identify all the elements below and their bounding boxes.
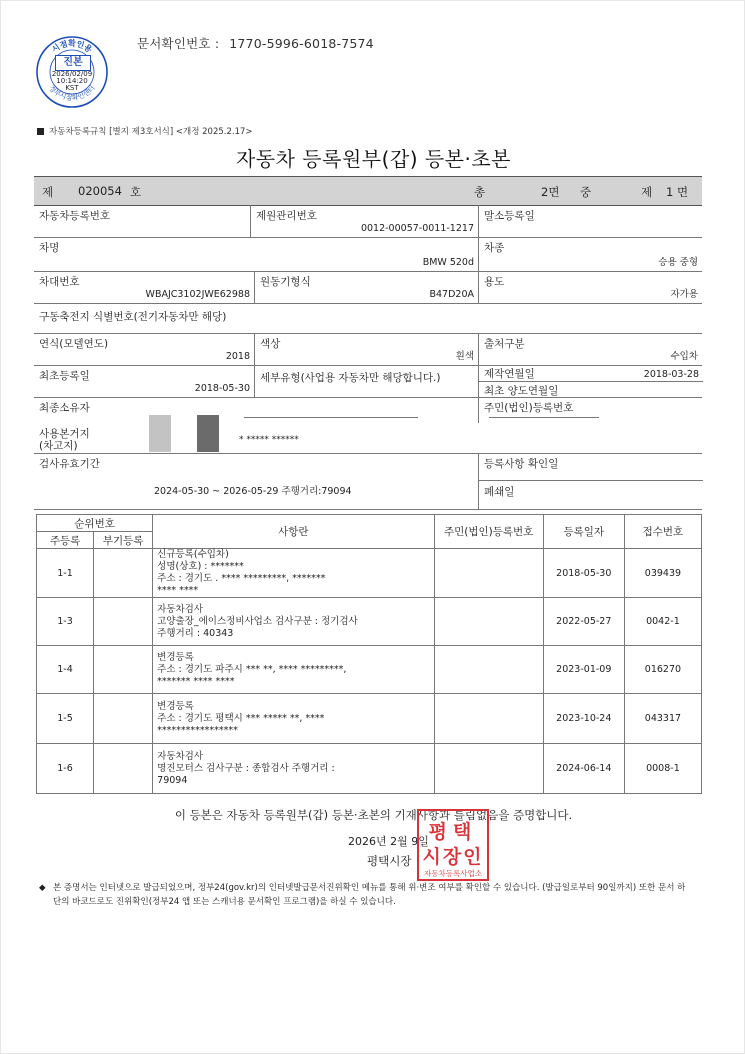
matter-line: 79094 [157, 774, 188, 786]
inspection-label: 검사유효기간 [39, 458, 100, 470]
notice-text: 본 증명서는 인터넷으로 발급되었으며, 정부24(gov.kr)의 인터넷발급문서진위확인 메뉴를 통해 위·변조 여부를 확인할 수 있습니다. (발급일로부터 90일까지) 또한 문서 하단의 바코드로도 진위확인(정부24 앱 또는 스캐너용 문서확인 프로그램)을 하실 수 있습니다. [53, 883, 686, 907]
stamp-timezone: KST [65, 84, 79, 92]
date-cell: 2022-05-27 [543, 598, 624, 646]
manufacture-label: 제작연월일 [484, 368, 535, 380]
scrap-label: 폐쇄일 [484, 486, 515, 498]
mgmt-no-value: 0012-00057-0011-1217 [360, 223, 474, 234]
info-row [34, 365, 702, 398]
matter-line: 명진모터스 검사구분 : 종합검사 주행거리 : [157, 762, 335, 774]
table-row [37, 549, 702, 598]
inspection-cell [34, 453, 478, 509]
info-row [34, 237, 702, 272]
manufacture-value: 2018-03-28 [643, 369, 699, 380]
stamp-date: 2026/02/09 [51, 70, 93, 78]
car-name-label: 차명 [39, 242, 60, 254]
garage-cell [34, 423, 702, 453]
receipt-header: 접수번호 [624, 515, 701, 549]
date-cell: 2023-01-09 [543, 646, 624, 694]
sub-reg-cell [94, 694, 153, 744]
car-name-value: BMW 520d [422, 257, 474, 268]
reg-confirm-label: 등록사항 확인일 [484, 458, 559, 470]
matter-cell [153, 646, 434, 694]
header-no-unit: 호 [130, 185, 142, 199]
matter-line: 주소 : 경기도 파주시 *** **, **** *********, [157, 663, 347, 675]
car-type-cell [478, 237, 702, 271]
document-confirmation-number [137, 34, 384, 52]
doc-number-label: 문서확인번호 : [137, 36, 220, 51]
matter-line: 신규등록(수입차) [157, 549, 229, 560]
header-no: 020054 [78, 184, 122, 198]
vin-label: 차대번호 [39, 276, 80, 288]
reg-no-label: 자동차등록번호 [39, 210, 111, 222]
model-year-cell [34, 333, 254, 365]
battery-cell [34, 303, 702, 333]
matter-line: 변경등록 [157, 651, 194, 663]
info-row [34, 205, 702, 238]
info-row [34, 271, 702, 304]
color-label: 색상 [260, 338, 281, 350]
redaction-box [197, 206, 249, 236]
receipt-cell: 039439 [624, 549, 701, 598]
svg-text:시점확인용: 시점확인용 [50, 39, 94, 55]
form-reference-text: 자동차등록규칙 [별지 제3호서식] <개정 2025.2.17> [49, 127, 253, 137]
table-row [37, 646, 702, 694]
square-bullet-icon [37, 128, 44, 135]
sub-reg-cell [94, 744, 153, 794]
redaction-block [197, 415, 219, 452]
car-type-label: 차종 [484, 242, 505, 254]
mgmt-no-label: 제원관리번호 [256, 210, 317, 222]
form-reference [37, 125, 253, 137]
info-row [34, 397, 702, 423]
first-reg-cell [34, 365, 254, 397]
header-no-label: 제 [42, 185, 54, 199]
engine-value: B47D20A [429, 289, 474, 300]
origin-label: 출처구분 [484, 338, 525, 350]
header-total-label: 총 [474, 185, 486, 199]
header-total: 2면 [541, 185, 560, 199]
matter-line: ******* **** **** [157, 675, 235, 687]
matter-cell [153, 598, 434, 646]
document-title: 자동차 등록원부(갑) 등본·초본 [235, 147, 512, 171]
main-reg-cell: 1-4 [37, 646, 94, 694]
diamond-bullet-icon: ◆ [39, 883, 46, 893]
car-type-value: 승용 중형 [658, 257, 698, 268]
document-header-bar [34, 176, 702, 206]
matter-header: 사항란 [153, 515, 434, 549]
matter-line: ***************** [157, 724, 238, 736]
info-row [34, 303, 702, 334]
first-reg-label: 최초등록일 [39, 370, 90, 382]
color-cell [254, 333, 478, 365]
car-name-cell [34, 237, 478, 271]
subtype-cell [254, 365, 478, 397]
matter-line: 주소 : 경기도 . **** *********, ******* [157, 573, 326, 584]
matter-line: 변경등록 [157, 700, 194, 712]
origin-value: 수입차 [670, 351, 698, 362]
resident-cell [434, 694, 543, 744]
resident-cell [434, 549, 543, 598]
manufacture-cell [478, 365, 702, 397]
table-row [37, 598, 702, 646]
matter-cell [153, 694, 434, 744]
header-page-label: 제 [641, 185, 653, 199]
rank-header: 순위번호 [37, 515, 153, 532]
info-row [34, 333, 702, 366]
garage-label: 사용본거지 [39, 428, 90, 440]
owner-label: 최종소유자 [39, 402, 90, 414]
registration-records-table [36, 514, 702, 794]
sub-reg-cell [94, 598, 153, 646]
origin-cell [478, 333, 702, 365]
manufacture-subrow [479, 365, 703, 382]
redaction-block [149, 415, 171, 452]
matter-line: 자동차검사 [157, 750, 204, 762]
date-cell: 2024-06-14 [543, 744, 624, 794]
main-reg-cell: 1-1 [37, 549, 94, 598]
mgmt-no-cell [250, 205, 478, 237]
table-row [37, 744, 702, 794]
main-reg-header: 주등록 [37, 532, 94, 549]
header-page: 1 면 [666, 185, 689, 199]
garage-value: * ***** ****** [239, 435, 299, 445]
matter-line: 자동차검사 [157, 603, 204, 615]
matter-line: 고양출장_에이스정비사업소 검사구분 : 정기검사 [157, 615, 358, 627]
matter-line: 주소 : 경기도 평택시 *** ***** **, **** [157, 712, 325, 724]
usage-value: 자가용 [670, 289, 698, 300]
first-transfer-label: 최초 양도연월일 [484, 385, 559, 397]
engine-cell [254, 271, 478, 303]
owner-underline [244, 417, 418, 418]
stamp-label: 진본 [55, 55, 91, 71]
receipt-cell: 016270 [624, 646, 701, 694]
info-row [34, 423, 702, 454]
matter-cell [153, 744, 434, 794]
main-reg-cell: 1-5 [37, 694, 94, 744]
seal-line1: 평택 [428, 821, 478, 843]
header-mid: 중 [580, 185, 592, 199]
matter-cell [153, 549, 434, 598]
resident-cell [434, 646, 543, 694]
usage-label: 용도 [484, 276, 505, 288]
main-reg-cell: 1-6 [37, 744, 94, 794]
reg-confirm-subrow [479, 453, 703, 481]
matter-line: **** **** [157, 585, 199, 596]
table-row [37, 694, 702, 744]
issue-date: 2026년 2월 9일 [348, 835, 429, 848]
resident-cell [434, 744, 543, 794]
issuer: 평택시장 [367, 854, 412, 868]
matter-line: 주행거리 : 40343 [157, 627, 234, 639]
official-seal [417, 809, 489, 881]
receipt-cell: 043317 [624, 694, 701, 744]
color-value: 흰색 [455, 351, 474, 362]
seal-line3: 자동차등록사업소 [424, 869, 482, 878]
date-cell: 2023-10-24 [543, 694, 624, 744]
cancel-date-label: 말소등록일 [484, 210, 535, 222]
engine-label: 원동기형식 [260, 276, 311, 288]
certification-statement: 이 등본은 자동차 등록원부(갑) 등본·초본의 기재사항과 틀림없음을 증명합니다. [174, 808, 573, 822]
resident-underline [489, 417, 599, 418]
owner-cell [34, 397, 478, 423]
resident-cell [434, 598, 543, 646]
sub-reg-cell [94, 646, 153, 694]
model-year-label: 연식(모델연도) [39, 338, 109, 350]
date-header: 등록일자 [543, 515, 624, 549]
model-year-value: 2018 [225, 351, 250, 362]
usage-cell [478, 271, 702, 303]
garage-sublabel: (차고지) [39, 440, 78, 452]
subtype-label: 세부유형(사업용 자동차만 해당합니다.) [260, 372, 441, 384]
seal-line2: 시장인 [422, 846, 484, 868]
receipt-cell: 0042-1 [624, 598, 701, 646]
doc-number-value: 1770-5996-6018-7574 [229, 36, 374, 51]
sub-reg-header: 부기등록 [94, 532, 153, 549]
stamp-time: 10:14:20 [56, 77, 88, 85]
receipt-cell: 0008-1 [624, 744, 701, 794]
inspection-value: 2024-05-30 ~ 2026-05-29 주행거리:79094 [154, 486, 352, 497]
resident-no-label: 주민(법인)등록번호 [484, 402, 574, 414]
main-reg-cell: 1-3 [37, 598, 94, 646]
sub-reg-cell [94, 549, 153, 598]
date-cell: 2018-05-30 [543, 549, 624, 598]
resident-no-cell [478, 397, 702, 423]
vin-cell [34, 271, 254, 303]
resident-header: 주민(법인)등록번호 [434, 515, 543, 549]
matter-line: 성명(상호) : ******* [157, 561, 244, 572]
info-row [34, 453, 702, 510]
cancel-date-cell [478, 205, 702, 237]
reg-confirm-cell [478, 453, 702, 509]
svg-text:정부시점확인센터: 정부시점확인센터 [47, 84, 97, 103]
vin-value: WBAJC3102JWE62988 [145, 289, 250, 300]
notice [39, 881, 693, 909]
authenticity-stamp [35, 35, 109, 109]
first-reg-value: 2018-05-30 [194, 383, 250, 394]
battery-label: 구동축전지 식별번호(전기자동차만 해당) [39, 311, 227, 323]
